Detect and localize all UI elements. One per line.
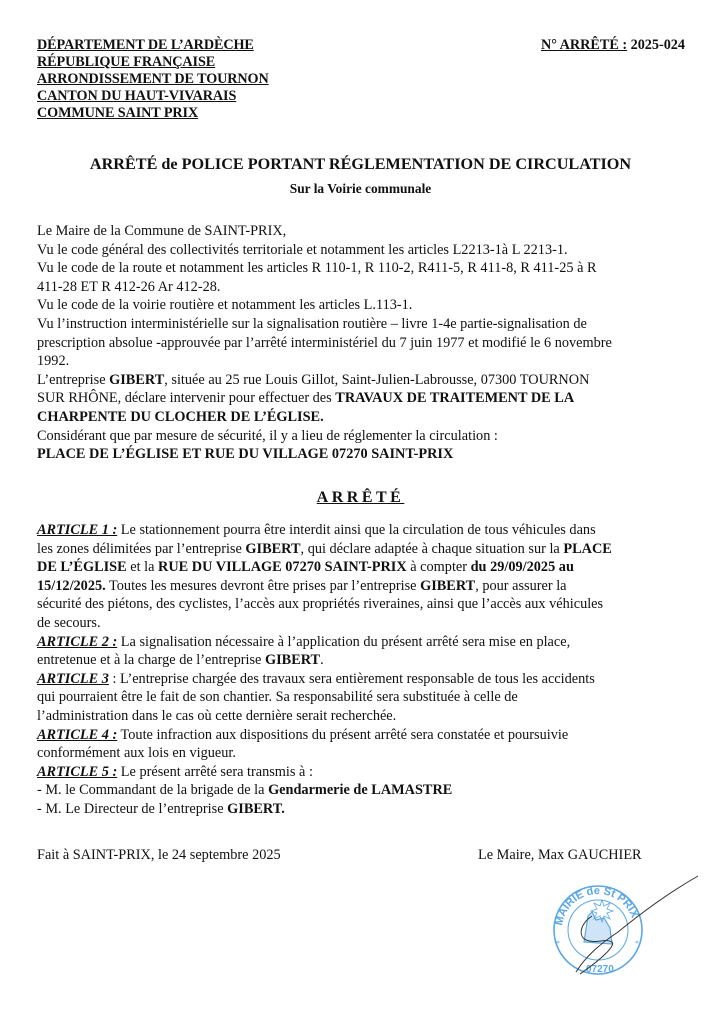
article-line bbox=[37, 726, 697, 745]
text: L’entreprise bbox=[37, 371, 110, 388]
article-1 bbox=[37, 521, 697, 633]
article-4 bbox=[37, 726, 697, 763]
article-line bbox=[37, 633, 697, 652]
text: Le stationnement pourra être interdit ainsi que la circulation de tous véhicules dans bbox=[117, 522, 596, 538]
administrative-header bbox=[37, 37, 269, 122]
header-republic: RÉPUBLIQUE FRANÇAISE bbox=[37, 54, 216, 70]
article-line: sécurité des piétons, des cyclistes, l’accès aux propriétés riveraines, ainsi que l’accès aux véhicules bbox=[37, 596, 604, 613]
company-name: GIBERT bbox=[420, 577, 476, 594]
signatory: Le Maire, Max GAUCHIER bbox=[478, 847, 642, 863]
preamble-line bbox=[37, 389, 697, 408]
stamp-star-icon: * bbox=[635, 939, 639, 948]
header-department: DÉPARTEMENT DE L’ARDÈCHE bbox=[37, 37, 254, 53]
stamp-text-bottom: 07270 bbox=[586, 964, 614, 975]
text: , qui déclare adaptée à chaque situation sur la bbox=[300, 540, 564, 557]
arrete-number-value: 2025-024 bbox=[630, 37, 685, 53]
company-name: GIBERT bbox=[245, 540, 301, 557]
company-name: GIBERT bbox=[264, 652, 321, 669]
document-subtitle: Sur la Voirie communale bbox=[289, 181, 432, 196]
arrete-number-label: N° ARRÊTÉ : bbox=[540, 37, 628, 53]
article-2 bbox=[37, 633, 697, 670]
company-name: GIBERT bbox=[109, 371, 165, 388]
text: . bbox=[320, 652, 324, 669]
preamble bbox=[37, 222, 697, 464]
article-label: ARTICLE 5 : bbox=[37, 763, 118, 780]
location: RUE DU VILLAGE 07270 SAINT-PRIX bbox=[158, 559, 407, 576]
location: DE L’ÉGLISE bbox=[37, 559, 127, 576]
arrete-number bbox=[541, 37, 685, 54]
article-line bbox=[37, 540, 697, 559]
text: - M. Le Directeur de l’entreprise bbox=[37, 800, 228, 817]
text: Le présent arrêté sera transmis à : bbox=[117, 763, 313, 780]
text: , pour assurer la bbox=[475, 577, 567, 594]
location: PLACE bbox=[563, 540, 612, 557]
text: SUR RHÔNE, déclare intervenir pour effectuer des bbox=[37, 390, 336, 407]
date-range: 15/12/2025. bbox=[37, 577, 106, 594]
text: entretenue et à la charge de l’entreprise bbox=[37, 652, 265, 669]
stamp-star-icon: * bbox=[556, 939, 560, 948]
preamble-line: Vu le code général des collectivités territoriale et notamment les articles L2213-1à L 2213-1. bbox=[37, 241, 568, 258]
articles bbox=[37, 521, 697, 819]
preamble-line bbox=[37, 408, 697, 427]
preamble-line: 411-28 ET R 412-26 Ar 412-28. bbox=[37, 278, 221, 295]
text: : L’entreprise chargée des travaux sera entièrement responsable de tous les accidents bbox=[108, 670, 595, 687]
preamble-line: Vu l’instruction interministérielle sur la signalisation routière – livre 1-4e partie-signalisation de bbox=[37, 315, 587, 332]
header-canton: CANTON DU HAUT-VIVARAIS bbox=[37, 88, 237, 104]
article-5 bbox=[37, 763, 697, 819]
text: , située au 25 rue Louis Gillot, Saint-Julien-Labrousse, 07300 TOURNON bbox=[164, 371, 590, 388]
article-label: ARTICLE 3 bbox=[37, 670, 109, 687]
article-line bbox=[37, 577, 697, 596]
preamble-line: Considérant que par mesure de sécurité, il y a lieu de réglementer la circulation : bbox=[37, 427, 498, 444]
article-line bbox=[37, 670, 697, 689]
text: et la bbox=[126, 559, 159, 576]
article-line: conformément aux lois en vigueur. bbox=[37, 745, 236, 762]
stamp-text-top-path: MAIRIE de St PRIX bbox=[553, 884, 641, 927]
preamble-line: Le Maire de la Commune de SAINT-PRIX, bbox=[37, 223, 287, 239]
text: La signalisation nécessaire à l’application du présent arrêté sera mise en place, bbox=[117, 633, 571, 650]
header-commune: COMMUNE SAINT PRIX bbox=[37, 105, 199, 121]
preamble-line: prescription absolue -approuvée par l’arrêté interministériel du 7 juin 1977 et modifié le 6 novembre bbox=[37, 334, 612, 351]
location: PLACE DE L’ÉGLISE ET RUE DU VILLAGE 07270 SAINT-PRIX bbox=[37, 446, 454, 463]
preamble-line: 1992. bbox=[37, 353, 70, 370]
article-line: l’administration dans le cas où cette dernière serait recherchée. bbox=[37, 707, 397, 724]
document-title: ARRÊTÉ de POLICE PORTANT RÉGLEMENTATION DE CIRCULATION bbox=[89, 155, 632, 173]
recipient-line bbox=[37, 781, 697, 800]
recipient-name: Gendarmerie de LAMASTRE bbox=[268, 782, 453, 799]
text: à compter bbox=[406, 559, 471, 576]
works-description: TRAVAUX DE TRAITEMENT DE LA bbox=[335, 390, 575, 407]
text: Toute infraction aux dispositions du présent arrêté sera constatée et poursuivie bbox=[117, 726, 569, 743]
article-label: ARTICLE 4 : bbox=[37, 726, 118, 743]
date-range: du 29/09/2025 au bbox=[470, 559, 574, 576]
article-line bbox=[37, 521, 697, 540]
arrete-heading: ARRÊTÉ bbox=[316, 489, 405, 506]
works-description: CHARPENTE DU CLOCHER DE L’ÉGLISE. bbox=[37, 408, 324, 425]
recipient-name: GIBERT. bbox=[227, 800, 285, 817]
article-label: ARTICLE 1 : bbox=[37, 522, 118, 538]
article-line: de secours. bbox=[37, 614, 101, 631]
place-and-date: Fait à SAINT-PRIX, le 24 septembre 2025 bbox=[37, 847, 281, 863]
preamble-line bbox=[37, 445, 697, 464]
article-line: qui pourraient être le fait de son chantier. Sa responsabilité sera substituée à celle de bbox=[37, 689, 518, 706]
article-label: ARTICLE 2 : bbox=[37, 633, 118, 650]
preamble-line bbox=[37, 371, 697, 390]
article-3 bbox=[37, 670, 697, 726]
mayor-stamp-and-signature bbox=[540, 872, 700, 982]
header-arrondissement: ARRONDISSEMENT DE TOURNON bbox=[37, 71, 269, 87]
stamp-icon bbox=[540, 872, 700, 982]
preamble-line: Vu le code de la route et notamment les articles R 110-1, R 110-2, R411-5, R 411-8, R 411-25 à R bbox=[37, 260, 597, 277]
text: les zones délimitées par l’entreprise bbox=[37, 540, 246, 557]
article-line bbox=[37, 763, 697, 782]
text: - M. le Commandant de la brigade de la bbox=[37, 782, 269, 799]
preamble-line: Vu le code de la voirie routière et notamment les articles L.113-1. bbox=[37, 297, 413, 314]
article-line bbox=[37, 651, 697, 670]
article-line bbox=[37, 558, 697, 577]
text: Toutes les mesures devront être prises par l’entreprise bbox=[105, 577, 421, 594]
recipient-line bbox=[37, 800, 697, 819]
